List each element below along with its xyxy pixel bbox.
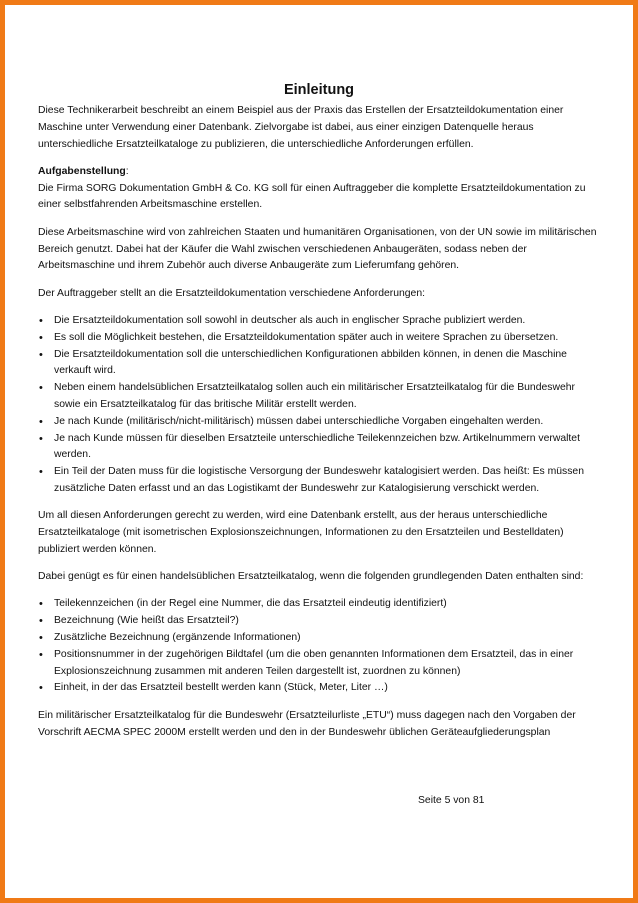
page-title: Einleitung	[283, 82, 355, 98]
list-item: • Zusätzliche Bezeichnung (ergänzende Informationen)	[38, 630, 600, 647]
list-item: • Es soll die Möglichkeit bestehen, die Ersatzteildokumentation später auch in weitere Sprachen zu übersetzen.	[38, 330, 600, 347]
task-heading-colon: :	[125, 165, 129, 177]
task-heading: Aufgabenstellung	[38, 165, 126, 177]
page-number-footer: Seite 5 von 81	[418, 795, 485, 806]
list-item: • Je nach Kunde müssen für dieselben Ersatzteile unterschiedliche Teilekennzeichen bzw. Artikelnummern verwaltet werden.	[38, 431, 600, 465]
requirements-intro: Der Auftraggeber stellt an die Ersatzteildokumentation verschiedene Anforderungen:	[38, 287, 425, 299]
task-paragraph: Die Firma SORG Dokumentation GmbH & Co. KG soll für einen Auftraggeber die komplette Ersatzteildokumentation zu einer selbstfahrenden Arbeitsmaschine erstellen.	[38, 182, 586, 211]
list-item: • Einheit, in der das Ersatzteil bestellt werden kann (Stück, Meter, Liter …)	[38, 680, 600, 697]
data-items-list	[38, 596, 600, 697]
task-heading-line	[38, 164, 600, 181]
data-intro-paragraph: Dabei genügt es für einen handelsüblichen Ersatzteilkatalog, wenn die folgenden grundlegenden Daten enthalten sind:	[38, 571, 584, 583]
list-item: • Neben einem handelsüblichen Ersatzteilkatalog sollen auch ein militärischer Ersatzteilkatalog für die Bundeswehr sowie ein Ersatzteilkatalog für das britische Militär erstellt werden.	[38, 380, 600, 414]
list-item: • Die Ersatzteildokumentation soll sowohl in deutscher als auch in englischer Sprache publiziert werden.	[38, 313, 600, 330]
list-item: • Bezeichnung (Wie heißt das Ersatzteil?)	[38, 613, 600, 630]
list-item: • Die Ersatzteildokumentation soll die unterschiedlichen Konfigurationen abbilden können, in denen die Maschine verkauft wird.	[38, 347, 600, 381]
military-paragraph: Ein militärischer Ersatzteilkatalog für die Bundeswehr (Ersatzteilurliste „ETU“) muss dagegen nach den Vorgaben der Vorschrift AECMA SPEC 2000M erstellt werden und den in der Bundeswehr üblichen Geräteaufgliederungsplan	[38, 709, 576, 738]
intro-paragraph: Diese Technikerarbeit beschreibt an einem Beispiel aus der Praxis das Erstellen der Ersatzteildokumentation einer Maschine unter Verwendung einer Datenbank. Zielvorgabe ist dabei, aus einer einzigen Datenquelle heraus unterschiedliche Ersatzteilkataloge zu publizieren, die unterschiedliche Anforderungen erfüllen.	[38, 105, 564, 150]
document-page	[38, 80, 600, 741]
database-paragraph: Um all diesen Anforderungen gerecht zu werden, wird eine Datenbank erstellt, aus der heraus unterschiedliche Ersatzteilkataloge (mit isometrischen Explosionszeichnungen, Informationen zu den Ersatzteilen und Bestelldaten) publiziert werden können.	[38, 510, 564, 555]
machine-paragraph: Diese Arbeitsmaschine wird von zahlreichen Staaten und humanitären Organisationen, von der UN sowie im militärischen Bereich genutzt. Dabei hat der Käufer die Wahl zwischen verschiedenen Anbaugeräten, sodass neben der Arbeitsmaschine und ihrem Zubehör auch diverse Anbaugeräte zum Lieferumfang gehören.	[38, 226, 597, 272]
requirements-list	[38, 313, 600, 498]
list-item: • Je nach Kunde (militärisch/nicht-militärisch) müssen dabei unterschiedliche Vorgaben eingehalten werden.	[38, 414, 600, 431]
list-item: • Ein Teil der Daten muss für die logistische Versorgung der Bundeswehr katalogisiert werden. Das heißt: Es müssen zusätzliche Daten erfasst und an das Logistikamt der Bundeswehr zur Katalogisierung verschickt werden.	[38, 464, 600, 498]
list-item: • Positionsnummer in der zugehörigen Bildtafel (um die oben genannten Informationen dem Ersatzteil, das in einer Explosionszeichnung zusammen mit anderen Teilen dargestellt ist, zuordnen zu können)	[38, 647, 600, 681]
list-item: • Teilekennzeichen (in der Regel eine Nummer, die das Ersatzteil eindeutig identifiziert)	[38, 596, 600, 613]
